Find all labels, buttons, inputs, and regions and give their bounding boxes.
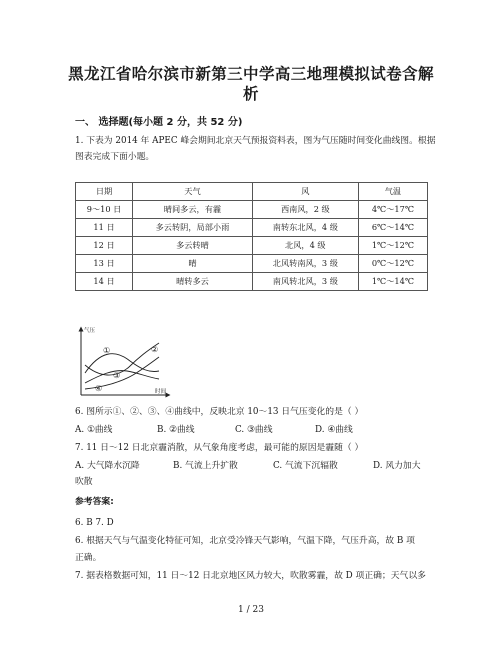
table-header-cell: 日期 xyxy=(76,183,133,201)
table-header-cell: 风 xyxy=(252,183,358,201)
option-a: A. ①曲线 xyxy=(75,425,113,435)
table-cell: 13 日 xyxy=(76,255,133,273)
option-b: B. 气流上升扩散 xyxy=(173,461,238,471)
question-6-options xyxy=(75,422,353,438)
table-row xyxy=(76,201,428,219)
explanation-6-line2: 正确。 xyxy=(75,553,102,563)
document-title-line1: 黑龙江省哈尔滨市新第三中学高三地理模拟试卷含解 xyxy=(68,65,434,83)
table-cell: 晴 xyxy=(133,255,253,273)
question-intro-line2: 图表完成下面小题。 xyxy=(75,152,155,162)
table-cell: 1℃～14℃ xyxy=(358,273,427,291)
table-header-row xyxy=(76,183,428,201)
table-row xyxy=(76,237,428,255)
x-axis-label: 时间 xyxy=(155,389,167,395)
table-header-cell: 天气 xyxy=(133,183,253,201)
table-cell: 9～10 日 xyxy=(76,201,133,219)
table-cell: 多云转晴 xyxy=(133,237,253,255)
table-row xyxy=(76,219,428,237)
table-cell: 0℃～12℃ xyxy=(358,255,427,273)
table-row xyxy=(76,273,428,291)
explanation-6-line1: 6. 根据天气与气温变化特征可知，北京受冷锋天气影响，气温下降，气压升高，故 B 项 xyxy=(75,536,415,546)
table-row xyxy=(76,255,428,273)
answers-line: 6. B 7. D xyxy=(75,518,114,528)
series-1-label: ① xyxy=(103,346,111,355)
explanation-7-line1: 7. 据表格数据可知，11 日～12 日北京地区风力较大，吹散雾霾，故 D 项正确；天气以多 xyxy=(75,571,426,581)
option-d-continuation: 吹散 xyxy=(75,477,93,487)
table-cell: 1℃～12℃ xyxy=(358,237,427,255)
pressure-curve-chart xyxy=(75,323,175,400)
table-cell: 南转东北风，4 级 xyxy=(252,219,358,237)
option-d: D. ④曲线 xyxy=(315,425,353,435)
series-3-label: ③ xyxy=(113,371,121,380)
table-header-cell: 气温 xyxy=(358,183,427,201)
option-c: C. 气流下沉辐散 xyxy=(273,461,338,471)
question-intro-line1: 1. 下表为 2014 年 APEC 峰会期间北京天气预报资料表，图为气压随时间变化曲线图。根据 xyxy=(75,136,436,146)
answer-heading: 参考答案: xyxy=(75,497,114,507)
table-cell: 多云转阴，局部小雨 xyxy=(133,219,253,237)
option-a: A. 大气降水沉降 xyxy=(75,461,140,471)
table-cell: 4℃～17℃ xyxy=(358,201,427,219)
table-cell: 南风转北风，3 级 xyxy=(252,273,358,291)
weather-table xyxy=(75,182,428,291)
table-cell: 6℃～14℃ xyxy=(358,219,427,237)
series-4-label: ④ xyxy=(95,384,103,393)
series-2-label: ② xyxy=(151,345,159,354)
table-cell: 北风转南风，3 级 xyxy=(252,255,358,273)
table-cell: 北风，4 级 xyxy=(252,237,358,255)
table-cell: 14 日 xyxy=(76,273,133,291)
question-6: 6. 图所示①、②、③、④曲线中，反映北京 10～13 日气压变化的是（ ） xyxy=(75,407,364,417)
option-c: C. ③曲线 xyxy=(235,425,273,435)
table-cell: 11 日 xyxy=(76,219,133,237)
section-heading: 一、 选择题(每小题 2 分，共 52 分) xyxy=(75,117,243,128)
table-cell: 晴间多云，有霾 xyxy=(133,201,253,219)
series-1-line xyxy=(85,354,159,373)
question-7-options xyxy=(75,458,421,474)
y-axis-label: 气压 xyxy=(84,328,96,334)
option-d: D. 风力加大 xyxy=(373,461,421,471)
document-title-line2: 析 xyxy=(243,85,259,103)
question-7: 7. 11 日～12 日北京霾消散，从气象角度考虑，最可能的原因是霾随（ ） xyxy=(75,443,364,453)
table-cell: 晴转多云 xyxy=(133,273,253,291)
table-cell: 西南风，2 级 xyxy=(252,201,358,219)
page-number: 1 / 23 xyxy=(238,605,264,615)
option-b: B. ②曲线 xyxy=(157,425,195,435)
table-cell: 12 日 xyxy=(76,237,133,255)
